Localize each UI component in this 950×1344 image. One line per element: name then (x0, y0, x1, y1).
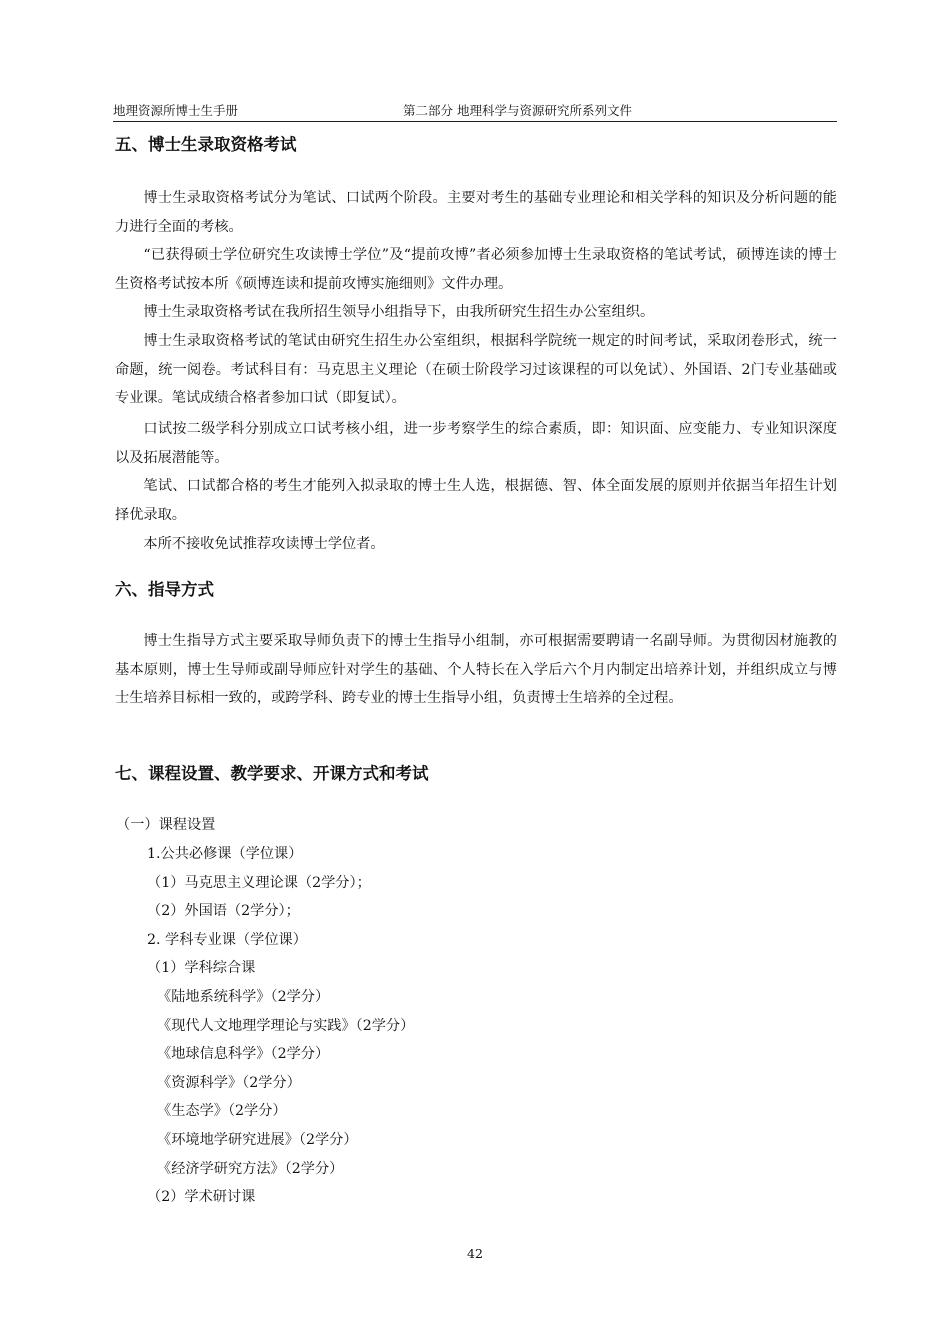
section-5-paragraph-6: 笔试、口试都合格的考生才能列入拟录取的博士生人选，根据德、智、体全面发展的原则并依据当年招生计划择优录取。 (115, 478, 837, 523)
course-item: 《资源科学》（2学分） (157, 1075, 301, 1091)
list-item: 2. 学科专业课（学位课） (147, 932, 307, 948)
section-5-paragraph-4: 博士生录取资格考试的笔试由研究生招生办公室组织，根据科学院统一规定的时间考试，采取闭卷形式，统一命题，统一阅卷。考试科目有：马克思主义理论（在硕士阶段学习过该课程的可以免试）、外国语、2门专业基础或专业课。笔试成绩合格者参加口试（即复试）。 (115, 333, 837, 406)
section-5-paragraph-2: “已获得硕士学位研究生攻读博士学位”及“提前攻博”者必须参加博士生录取资格的笔试考试，硕博连读的博士生资格考试按本所《硕博连读和提前攻博实施细则》文件办理。 (115, 247, 837, 292)
header-left-title: 地理资源所博士生手册 (113, 103, 239, 118)
section-5-paragraph-3: 博士生录取资格考试在我所招生领导小组指导下，由我所研究生招生办公室组织。 (143, 304, 655, 320)
list-item: （1）学科综合课 (147, 960, 256, 976)
course-item: 《陆地系统科学》（2学分） (157, 989, 330, 1005)
list-item: （1）马克思主义理论课（2学分）； (147, 875, 371, 891)
section-5-paragraph-7: 本所不接收免试推荐攻读博士学位者。 (143, 536, 385, 552)
course-item: 《环境地学研究进展》（2学分） (157, 1132, 358, 1148)
running-header (113, 103, 837, 122)
section-7-heading: 七、课程设置、教学要求、开课方式和考试 (115, 764, 429, 783)
course-item: 《地球信息科学》（2学分） (157, 1046, 330, 1062)
section-5-heading: 五、博士生录取资格考试 (115, 135, 297, 154)
section-5-paragraph-1: 博士生录取资格考试分为笔试、口试两个阶段。主要对考生的基础专业理论和相关学科的知识及分析问题的能力进行全面的考核。 (115, 190, 837, 235)
page-number: 42 (467, 1246, 483, 1261)
section-6-heading: 六、指导方式 (115, 580, 214, 599)
list-item: （2）学术研讨课 (147, 1189, 256, 1205)
course-item: 《经济学研究方法》（2学分） (157, 1161, 344, 1177)
list-item: 1.公共必修课（学位课） (147, 846, 303, 862)
course-item: 《生态学》（2学分） (157, 1103, 287, 1119)
section-5-paragraph-5: 口试按二级学科分别成立口试考核小组，进一步考察学生的综合素质，即：知识面、应变能力、专业知识深度以及拓展潜能等。 (115, 421, 837, 466)
header-right-title: 第二部分 地理科学与资源研究所系列文件 (403, 103, 632, 118)
list-item: （2）外国语（2学分）； (147, 903, 300, 919)
section-6-paragraph-1: 博士生指导方式主要采取导师负责下的博士生指导小组制，亦可根据需要聘请一名副导师。为贯彻因材施教的基本原则，博士生导师或副导师应针对学生的基础、个人特长在入学后六个月内制定出培养计划，并组织成立与博士生培养目标相一致的，或跨学科、跨专业的博士生指导小组，负责博士生培养的全过程。 (115, 633, 837, 706)
subsection-heading: （一）课程设置 (116, 817, 216, 833)
course-item: 《现代人文地理学理论与实践》（2学分） (157, 1018, 415, 1034)
